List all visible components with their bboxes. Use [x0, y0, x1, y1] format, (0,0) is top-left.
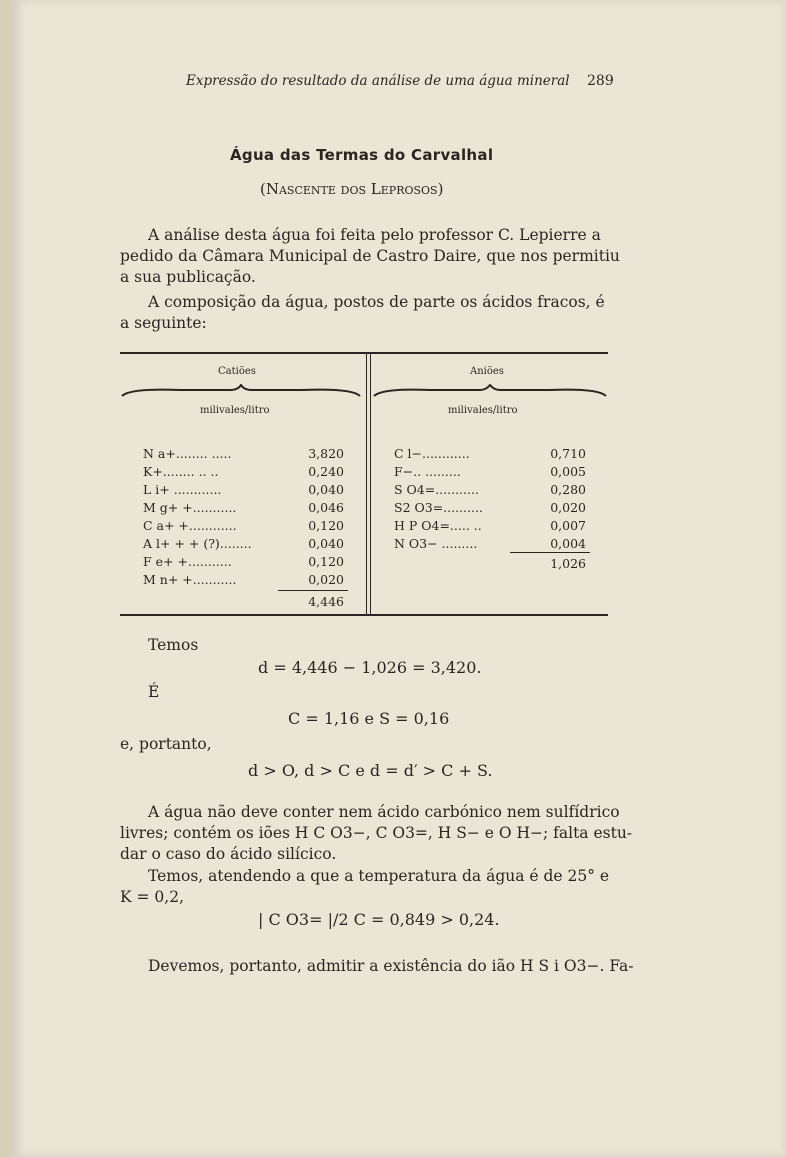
anion-value: 0,007: [550, 518, 586, 533]
cation-label: F e+ +...........: [143, 554, 232, 569]
cation-value: 0,240: [308, 464, 344, 479]
table-bottom-rule: [120, 614, 608, 616]
cation-value: 0,020: [308, 572, 344, 587]
cation-value: 0,120: [308, 518, 344, 533]
cation-value: 0,040: [308, 482, 344, 497]
table-divider-right: [370, 354, 371, 614]
section-subtitle: (Nascente dos Leprosos): [260, 180, 444, 198]
anion-value: 0,280: [550, 482, 586, 497]
portanto-label: e, portanto,: [120, 735, 212, 753]
equation-c-s: C = 1,16 e S = 0,16: [288, 709, 450, 728]
equation-carbonate: | C O3= |/2 C = 0,849 > 0,24.: [258, 910, 500, 929]
e-label: É: [148, 683, 160, 701]
anions-header: Aniões: [470, 366, 504, 377]
cations-unit: milivales/litro: [200, 405, 270, 416]
anion-label: C l−............: [394, 446, 470, 461]
anions-brace: [372, 384, 608, 398]
final-line: Devemos, portanto, admitir a existência do ião H S i O3−. Fa-: [148, 957, 634, 975]
anions-total: 1,026: [550, 556, 586, 571]
intro-line-2: pedido da Câmara Municipal de Castro Daire, que nos permitiu: [120, 247, 620, 265]
anion-label: F−.. .........: [394, 464, 461, 479]
anions-unit: milivales/litro: [448, 405, 518, 416]
intro-line-3: a sua publicação.: [120, 268, 256, 286]
cation-label: C a+ +............: [143, 518, 237, 533]
intro-paragraph: [120, 225, 620, 288]
table-top-rule: [120, 352, 608, 354]
cation-value: 3,820: [308, 446, 344, 461]
table-divider-left: [366, 354, 367, 614]
cation-label: M n+ +...........: [143, 572, 237, 587]
anion-label: H P O4=..... ..: [394, 518, 482, 533]
anion-label: S2 O3=..........: [394, 500, 483, 515]
cation-value: 0,120: [308, 554, 344, 569]
composition-line-1: A composição da água, postos de parte os ácidos fracos, é: [148, 293, 605, 311]
composition-paragraph: [120, 292, 612, 334]
ions-line-2: livres; contém os iões H C O3−, C O3=, H S− e O H−; falta estu-: [120, 824, 633, 842]
anions-sum-rule: [510, 552, 590, 553]
cation-label: N a+........ .....: [143, 446, 232, 461]
cations-brace: [120, 384, 362, 398]
cation-label: M g+ +...........: [143, 500, 237, 515]
temperature-line-1: Temos, atendendo a que a temperatura da água é de 25° e: [148, 867, 610, 885]
equation-inequalities: d > O, d > C e d = d′ > C + S.: [248, 761, 493, 780]
cation-value: 0,046: [308, 500, 344, 515]
composition-line-2: a seguinte:: [120, 314, 207, 332]
cations-header: Catiões: [218, 366, 256, 377]
ions-line-1: A água não deve conter nem ácido carbónico nem sulfídrico: [148, 803, 620, 821]
anion-label: S O4=...........: [394, 482, 479, 497]
anion-value: 0,710: [550, 446, 586, 461]
intro-line-1: A análise desta água foi feita pelo professor C. Lepierre a: [148, 226, 601, 244]
cations-sum-rule: [278, 590, 348, 591]
page-number: 289: [587, 73, 614, 89]
anion-value: 0,020: [550, 500, 586, 515]
cations-total: 4,446: [308, 594, 344, 609]
page-gutter: [0, 0, 12, 1157]
cation-label: A l+ + + (?)........: [143, 536, 252, 551]
ions-line-3: dar o caso do ácido silícico.: [120, 845, 337, 863]
section-title: Água das Termas do Carvalhal: [230, 146, 494, 164]
cation-value: 0,040: [308, 536, 344, 551]
anion-label: N O3− .........: [394, 536, 478, 551]
cation-label: K+........ .. ..: [143, 464, 219, 479]
running-title: Expressão do resultado da análise de uma água mineral: [186, 73, 570, 89]
cation-label: L i+ ............: [143, 482, 222, 497]
anion-value: 0,005: [550, 464, 586, 479]
temos-label: Temos: [148, 636, 199, 654]
anion-value: 0,004: [550, 536, 586, 551]
temperature-line-2: K = 0,2,: [120, 888, 184, 906]
temperature-paragraph: [120, 866, 612, 908]
ions-paragraph: [120, 802, 633, 865]
equation-difference: d = 4,446 − 1,026 = 3,420.: [258, 658, 482, 677]
book-page: [12, 0, 782, 1157]
